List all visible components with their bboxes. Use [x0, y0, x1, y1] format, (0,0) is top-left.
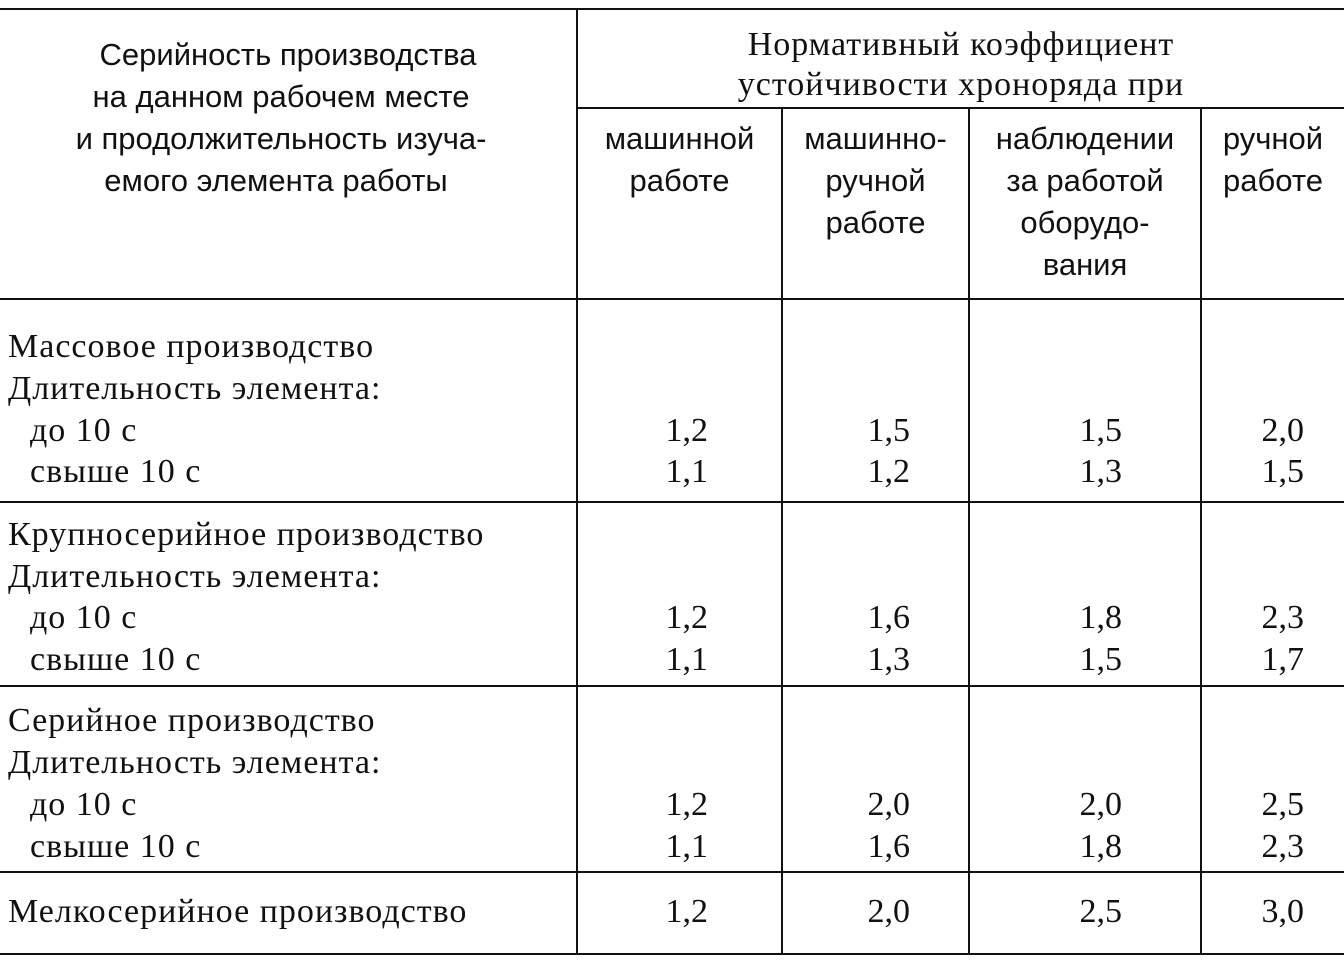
group-header-line: Нормативный коэффициент — [747, 26, 1175, 63]
column-header-machine-manual: ручной — [825, 163, 926, 198]
table-top-border — [0, 8, 1344, 10]
value-cell: 2,5 — [1261, 786, 1304, 823]
column-header-equipment-observation: вания — [1042, 247, 1128, 282]
value-cell: 2,0 — [1079, 786, 1122, 823]
column-divider-3 — [1200, 107, 1202, 955]
row-label: свыше 10 с — [30, 453, 202, 490]
column-header-manual: работе — [1223, 163, 1323, 198]
value-cell: 1,5 — [1079, 641, 1122, 678]
group-header-divider — [577, 107, 1344, 109]
value-cell: 1,8 — [1079, 599, 1122, 636]
section-title: Мелкосерийное производство — [8, 893, 468, 930]
section-divider-1 — [0, 501, 1344, 503]
value-cell: 1,1 — [665, 453, 708, 490]
group-header-line: устойчивости хронорядa при — [737, 66, 1185, 103]
value-cell: 2,0 — [867, 893, 910, 930]
value-cell: 1,3 — [1079, 453, 1122, 490]
row-label: до 10 с — [30, 786, 138, 823]
value-cell: 1,2 — [665, 786, 708, 823]
row-header-line: на данном рабочем месте — [92, 79, 470, 114]
value-cell: 1,1 — [665, 641, 708, 678]
table-bottom-border — [0, 953, 1344, 955]
row-label: до 10 с — [30, 599, 138, 636]
section-divider-2 — [0, 685, 1344, 687]
value-cell: 1,5 — [1261, 453, 1304, 490]
value-cell: 2,3 — [1261, 599, 1304, 636]
value-cell: 1,5 — [1079, 412, 1122, 449]
value-cell: 1,5 — [867, 412, 910, 449]
value-cell: 1,2 — [665, 412, 708, 449]
value-cell: 1,7 — [1261, 641, 1304, 678]
section-title: Массовое производство — [8, 328, 375, 365]
row-header-line: Серийность производства — [99, 37, 477, 72]
section-title: Серийное производство — [8, 702, 376, 739]
column-header-machine: машинной — [604, 121, 755, 156]
row-label: свыше 10 с — [30, 828, 202, 865]
section-subtitle: Длительность элемента: — [8, 558, 382, 595]
column-header-equipment-observation: наблюдении — [995, 121, 1175, 156]
section-divider-3 — [0, 871, 1344, 873]
row-header-line: и продолжительность изуча- — [75, 121, 487, 156]
value-cell: 1,2 — [665, 599, 708, 636]
value-cell: 1,6 — [867, 828, 910, 865]
section-title: Крупносерийное производство — [8, 516, 485, 553]
column-header-equipment-observation: оборудо- — [1020, 205, 1150, 240]
value-cell: 1,2 — [665, 893, 708, 930]
column-header-manual: ручной — [1222, 121, 1324, 156]
value-cell: 1,3 — [867, 641, 910, 678]
column-header-machine-manual: машинно- — [804, 121, 947, 156]
column-header-machine-manual: работе — [825, 205, 926, 240]
section-subtitle: Длительность элемента: — [8, 370, 382, 407]
value-cell: 2,0 — [867, 786, 910, 823]
value-cell: 2,0 — [1261, 412, 1304, 449]
value-cell: 1,8 — [1079, 828, 1122, 865]
row-label: свыше 10 с — [30, 641, 202, 678]
value-cell: 3,0 — [1261, 893, 1304, 930]
column-header-machine: работе — [629, 163, 730, 198]
column-header-equipment-observation: за работой — [1006, 163, 1164, 198]
value-cell: 1,2 — [867, 453, 910, 490]
header-bottom-border — [0, 298, 1344, 300]
value-cell: 2,3 — [1261, 828, 1304, 865]
section-subtitle: Длительность элемента: — [8, 744, 382, 781]
value-cell: 1,6 — [867, 599, 910, 636]
value-cell: 2,5 — [1079, 893, 1122, 930]
row-label: до 10 с — [30, 412, 138, 449]
row-header-line: емого элемента работы — [104, 163, 448, 198]
value-cell: 1,1 — [665, 828, 708, 865]
